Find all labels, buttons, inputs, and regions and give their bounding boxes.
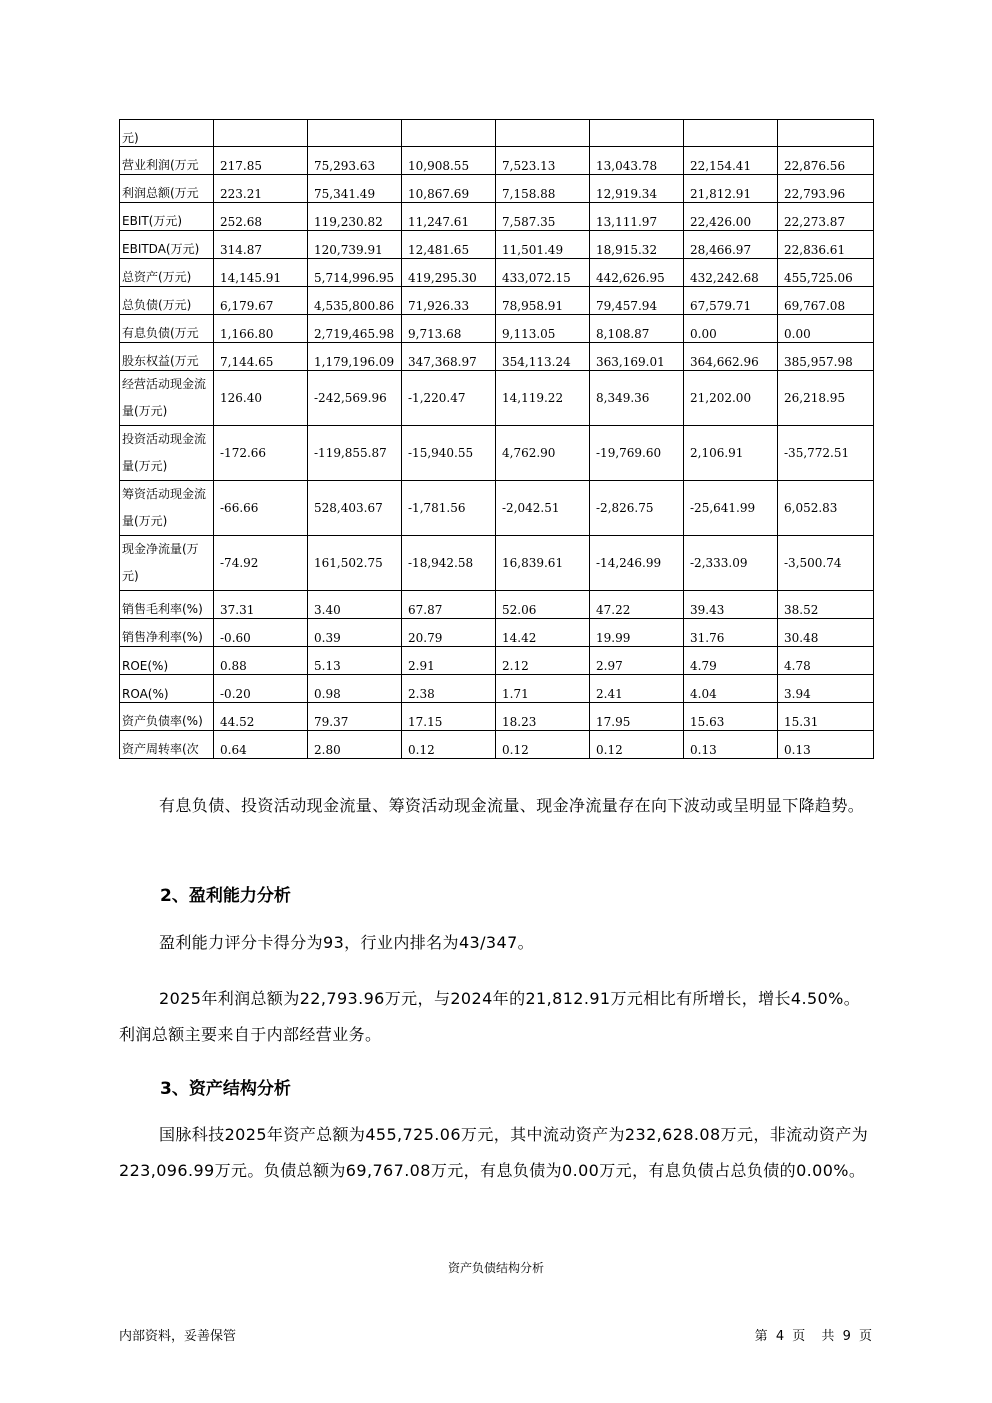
table-row (120, 371, 874, 426)
table-cell: 19.99 (590, 619, 684, 647)
table-cell: 314.87 (214, 231, 308, 259)
table-cell: 22,154.41 (684, 147, 778, 175)
table-cell: 4,762.90 (496, 426, 590, 481)
page-unit: 页 (792, 1329, 806, 1344)
table-row (120, 287, 874, 315)
table-cell: 419,295.30 (402, 259, 496, 287)
row-label: 筹资活动现金流量(万元) (120, 481, 214, 536)
table-row (120, 619, 874, 647)
table-cell: 67,579.71 (684, 287, 778, 315)
table-row (120, 731, 874, 759)
table-cell: 223.21 (214, 175, 308, 203)
table-cell: 75,341.49 (308, 175, 402, 203)
table-cell: 0.12 (590, 731, 684, 759)
table-cell: -119,855.87 (308, 426, 402, 481)
table-cell: 4.79 (684, 647, 778, 675)
table-cell: 347,368.97 (402, 343, 496, 371)
row-label: 现金净流量(万元) (120, 536, 214, 591)
table-cell: 354,113.24 (496, 343, 590, 371)
table-cell: 0.39 (308, 619, 402, 647)
table-cell: 12,919.34 (590, 175, 684, 203)
table-row (120, 231, 874, 259)
table-cell: 0.13 (684, 731, 778, 759)
table-cell (496, 120, 590, 147)
table-cell: 14,145.91 (214, 259, 308, 287)
table-cell: 71,926.33 (402, 287, 496, 315)
table-row (120, 315, 874, 343)
table-cell: 0.64 (214, 731, 308, 759)
row-label: 营业利润(万元 (120, 147, 214, 175)
table-cell: 4.04 (684, 675, 778, 703)
table-cell (590, 120, 684, 147)
table-cell: 79,457.94 (590, 287, 684, 315)
table-row (120, 675, 874, 703)
table-cell: 17.95 (590, 703, 684, 731)
table-cell: 37.31 (214, 591, 308, 619)
table-cell: 8,108.87 (590, 315, 684, 343)
table-cell: 6,052.83 (778, 481, 874, 536)
table-cell (214, 120, 308, 147)
table-row (120, 591, 874, 619)
row-label: 总资产(万元) (120, 259, 214, 287)
section-heading-asset-structure: 3、资产结构分析 (160, 1079, 291, 1099)
table-cell: 28,466.97 (684, 231, 778, 259)
row-label: 销售净利率(%) (120, 619, 214, 647)
financial-table (119, 119, 874, 759)
table-cell: -35,772.51 (778, 426, 874, 481)
table-cell: 385,957.98 (778, 343, 874, 371)
table-cell: 18.23 (496, 703, 590, 731)
table-cell: 26,218.95 (778, 371, 874, 426)
table-cell: -74.92 (214, 536, 308, 591)
row-label: EBIT(万元) (120, 203, 214, 231)
table-cell: 2.91 (402, 647, 496, 675)
row-label: 有息负债(万元 (120, 315, 214, 343)
row-label: 元) (120, 120, 214, 147)
table-cell: -242,569.96 (308, 371, 402, 426)
table-cell: 18,915.32 (590, 231, 684, 259)
row-label: 资产负债率(%) (120, 703, 214, 731)
table-cell: 22,836.61 (778, 231, 874, 259)
table-row (120, 647, 874, 675)
table-cell: 79.37 (308, 703, 402, 731)
table-cell: 7,587.35 (496, 203, 590, 231)
paragraph-score: 盈利能力评分卡得分为93，行业内排名为43/347。 (159, 933, 535, 952)
paragraph-trend: 有息负债、投资活动现金流量、筹资活动现金流量、现金净流量存在向下波动或呈明显下降趋势。 (159, 796, 865, 815)
table-cell: 12,481.65 (402, 231, 496, 259)
table-cell: 2.80 (308, 731, 402, 759)
table-cell: 363,169.01 (590, 343, 684, 371)
table-cell: 217.85 (214, 147, 308, 175)
table-cell: 6,179.67 (214, 287, 308, 315)
table-cell: 22,426.00 (684, 203, 778, 231)
table-cell: 2.97 (590, 647, 684, 675)
table-cell: 1,179,196.09 (308, 343, 402, 371)
table-row (120, 481, 874, 536)
table-cell: 1.71 (496, 675, 590, 703)
table-cell: 0.12 (402, 731, 496, 759)
table-cell: 4,535,800.86 (308, 287, 402, 315)
table-cell (308, 120, 402, 147)
table-cell: -0.20 (214, 675, 308, 703)
table-cell: -14,246.99 (590, 536, 684, 591)
table-cell: 78,958.91 (496, 287, 590, 315)
table-cell (402, 120, 496, 147)
table-cell: -3,500.74 (778, 536, 874, 591)
table-cell: 3.94 (778, 675, 874, 703)
row-label: ROA(%) (120, 675, 214, 703)
table-cell: 120,739.91 (308, 231, 402, 259)
row-label: 销售毛利率(%) (120, 591, 214, 619)
table-cell: 442,626.95 (590, 259, 684, 287)
table-cell: 22,793.96 (778, 175, 874, 203)
table-cell: 455,725.06 (778, 259, 874, 287)
row-label: 经营活动现金流量(万元) (120, 371, 214, 426)
table-cell (778, 120, 874, 147)
table-cell: 119,230.82 (308, 203, 402, 231)
table-cell: 9,113.05 (496, 315, 590, 343)
table-cell: 528,403.67 (308, 481, 402, 536)
page-total: 9 (842, 1329, 851, 1344)
table-cell: 2.41 (590, 675, 684, 703)
table-cell: 0.00 (684, 315, 778, 343)
table-cell: 10,908.55 (402, 147, 496, 175)
table-cell: 11,247.61 (402, 203, 496, 231)
table-cell: 17.15 (402, 703, 496, 731)
table-cell: 9,713.68 (402, 315, 496, 343)
table-cell: -2,333.09 (684, 536, 778, 591)
table-cell: 30.48 (778, 619, 874, 647)
table-cell: -25,641.99 (684, 481, 778, 536)
table-row (120, 259, 874, 287)
table-cell: 38.52 (778, 591, 874, 619)
table-cell: 69,767.08 (778, 287, 874, 315)
table-cell: 7,158.88 (496, 175, 590, 203)
row-label: ROE(%) (120, 647, 214, 675)
paragraph-profit: 2025年利润总额为22,793.96万元，与2024年的21,812.91万元相比有所增长，增长4.50%。利润总额主要来自于内部经营业务。 (119, 989, 861, 1044)
row-label: EBITDA(万元) (120, 231, 214, 259)
table-cell: -1,220.47 (402, 371, 496, 426)
table-cell: 21,202.00 (684, 371, 778, 426)
table-cell: 161,502.75 (308, 536, 402, 591)
table-cell: -18,942.58 (402, 536, 496, 591)
table-cell: 0.98 (308, 675, 402, 703)
table-row (120, 426, 874, 481)
table-cell: 7,523.13 (496, 147, 590, 175)
table-row (120, 147, 874, 175)
table-cell: -19,769.60 (590, 426, 684, 481)
table-cell: 75,293.63 (308, 147, 402, 175)
table-cell: -66.66 (214, 481, 308, 536)
table-cell: 3.40 (308, 591, 402, 619)
table-cell: 13,111.97 (590, 203, 684, 231)
table-cell: -172.66 (214, 426, 308, 481)
page-prefix: 第 (754, 1329, 768, 1344)
table-cell: -15,940.55 (402, 426, 496, 481)
table-cell: 0.88 (214, 647, 308, 675)
table-cell: 15.63 (684, 703, 778, 731)
table-cell (684, 120, 778, 147)
table-cell: 14,119.22 (496, 371, 590, 426)
paragraph-assets: 国脉科技2025年资产总额为455,725.06万元，其中流动资产为232,628.08万元，非流动资产为223,096.99万元。负债总额为69,767.08万元，有息负债为0.00万元，有息负债占总负债的0.00%。 (119, 1125, 869, 1180)
table-row (120, 120, 874, 147)
section-heading-profitability: 2、盈利能力分析 (160, 886, 291, 906)
table-cell: 22,273.87 (778, 203, 874, 231)
table-cell: 47.22 (590, 591, 684, 619)
table-cell: 22,876.56 (778, 147, 874, 175)
total-unit: 页 (858, 1329, 872, 1344)
table-cell: 39.43 (684, 591, 778, 619)
table-cell: 2.38 (402, 675, 496, 703)
table-row (120, 203, 874, 231)
total-prefix: 共 (821, 1329, 835, 1344)
footer-page-number (751, 1325, 872, 1344)
row-label: 股东权益(万元 (120, 343, 214, 371)
table-cell: 432,242.68 (684, 259, 778, 287)
table-cell: 16,839.61 (496, 536, 590, 591)
table-cell: 252.68 (214, 203, 308, 231)
table-cell: 8,349.36 (590, 371, 684, 426)
table-cell: -0.60 (214, 619, 308, 647)
table-cell: 7,144.65 (214, 343, 308, 371)
table-cell: 44.52 (214, 703, 308, 731)
table-cell: 2.12 (496, 647, 590, 675)
table-cell: 67.87 (402, 591, 496, 619)
row-label: 投资活动现金流量(万元) (120, 426, 214, 481)
table-cell: 4.78 (778, 647, 874, 675)
table-cell: -2,042.51 (496, 481, 590, 536)
page-current: 4 (775, 1329, 785, 1344)
table-cell: -2,826.75 (590, 481, 684, 536)
table-cell: 1,166.80 (214, 315, 308, 343)
row-label: 利润总额(万元 (120, 175, 214, 203)
table-cell: 11,501.49 (496, 231, 590, 259)
table-row (120, 536, 874, 591)
table-cell: 5,714,996.95 (308, 259, 402, 287)
table-cell: 2,106.91 (684, 426, 778, 481)
figure-caption: 资产负债结构分析 (447, 1261, 544, 1275)
table-cell: 0.12 (496, 731, 590, 759)
table-cell: 20.79 (402, 619, 496, 647)
table-cell: 31.76 (684, 619, 778, 647)
footer-confidential: 内部资料，妥善保管 (119, 1329, 237, 1344)
table-row (120, 703, 874, 731)
table-cell: -1,781.56 (402, 481, 496, 536)
table-cell: 10,867.69 (402, 175, 496, 203)
table-cell: 433,072.15 (496, 259, 590, 287)
row-label: 总负债(万元) (120, 287, 214, 315)
table-cell: 15.31 (778, 703, 874, 731)
row-label: 资产周转率(次 (120, 731, 214, 759)
table-cell: 0.00 (778, 315, 874, 343)
table-cell: 0.13 (778, 731, 874, 759)
table-row (120, 343, 874, 371)
table-cell: 13,043.78 (590, 147, 684, 175)
table-cell: 21,812.91 (684, 175, 778, 203)
table-cell: 5.13 (308, 647, 402, 675)
table-cell: 52.06 (496, 591, 590, 619)
table-cell: 2,719,465.98 (308, 315, 402, 343)
table-cell: 364,662.96 (684, 343, 778, 371)
table-cell: 126.40 (214, 371, 308, 426)
table-cell: 14.42 (496, 619, 590, 647)
table-row (120, 175, 874, 203)
